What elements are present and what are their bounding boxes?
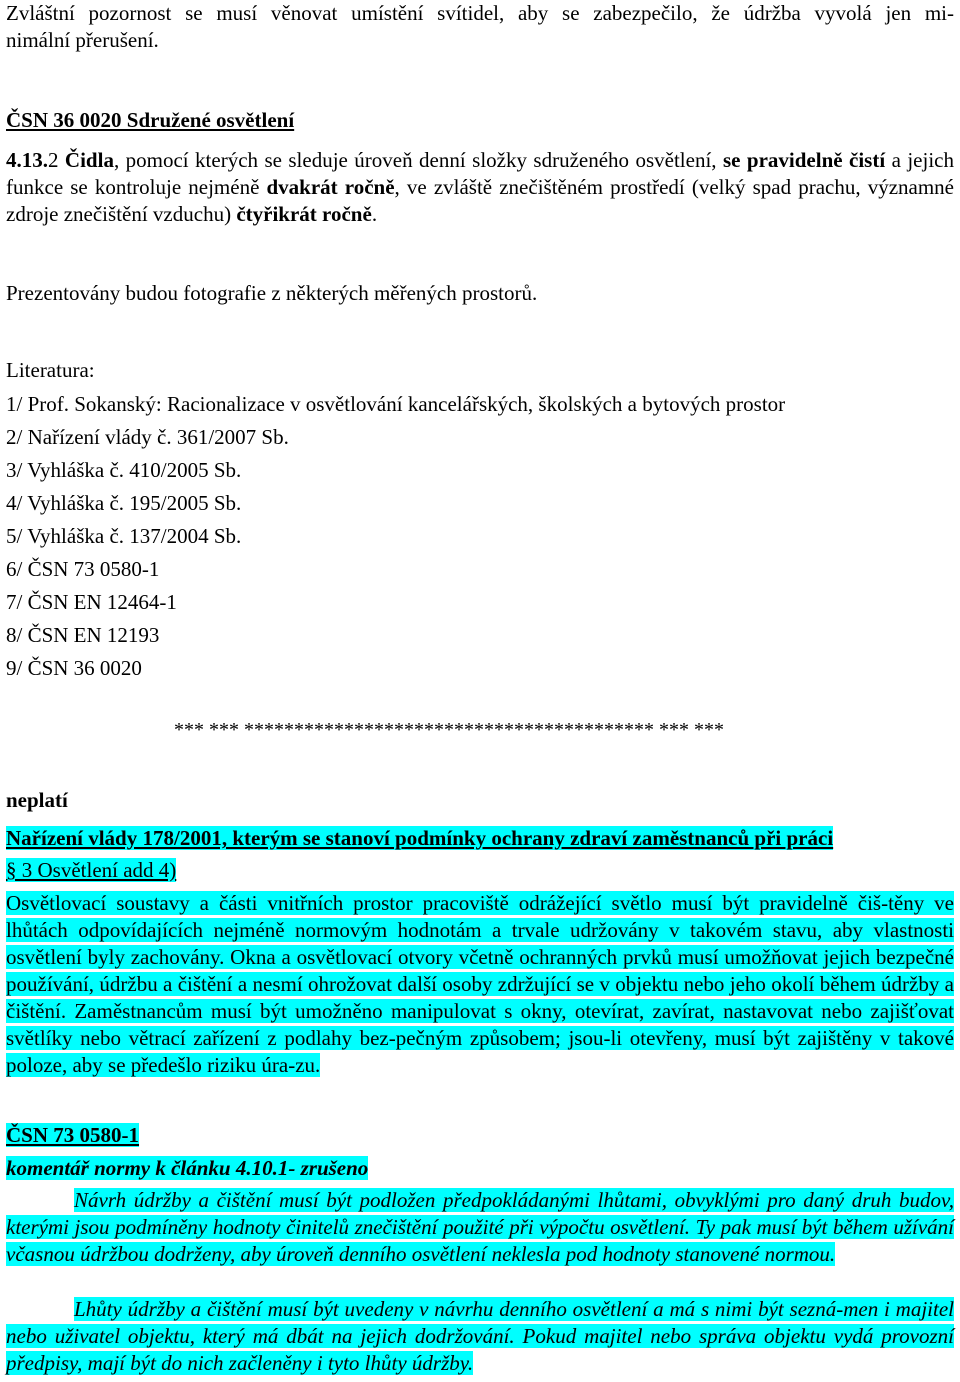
clause-emph-twice: dvakrát ročně xyxy=(266,175,395,199)
section-3-heading xyxy=(6,857,176,884)
literature-list xyxy=(6,388,954,685)
comment-paragraph-2-text: Lhůty údržby a čištění musí být uvedeny v návrhu denního osvětlení a má s nimi být sezná-men i majitel nebo uživatel objektu, který má dbát na jejich dodržování. Pokud majitel nebo správa objektu vydá provozní předpisy, mají být do nich začleněny i tyto lhůty údržby. xyxy=(6,1297,954,1375)
literature-section xyxy=(6,356,954,685)
literature-item: 9/ ČSN 36 0020 xyxy=(6,656,142,680)
literature-item: 6/ ČSN 73 0580-1 xyxy=(6,557,160,581)
literature-item: 7/ ČSN EN 12464-1 xyxy=(6,590,177,614)
clause-emph-cleaning: se pravidelně čistí xyxy=(722,148,886,172)
clause-text-2: a jejich funkce se kontroluje nejméně xyxy=(6,148,954,199)
csn-73-0580-heading-text: ČSN 73 0580-1 xyxy=(6,1123,140,1147)
clause-text-3: , ve zvláště znečištěném prostředí (velký spad prachu, významné zdroje znečištění vzduchu) xyxy=(6,175,954,226)
clause-number-a: 4.13. xyxy=(6,148,48,172)
clause-text-1: , pomocí kterých se sleduje úroveň denní složky sdruženého osvětlení, xyxy=(113,148,723,172)
clause-term-cidla: Čidla xyxy=(58,148,114,172)
clause-4-13-2 xyxy=(6,147,954,228)
neplati-label: neplatí xyxy=(6,788,68,812)
intro-line-1: Zvláštní pozornost se musí věnovat umístění svítidel, aby se zabezpečilo, že údržba vyvolá jen mi- xyxy=(6,1,954,25)
literature-heading: Literatura: xyxy=(6,358,95,382)
nv-body-text: Osvětlovací soustavy a části vnitřních prostor pracoviště odrážející světlo musí být pravidelně čiš-těny ve lhůtách odpovídajících nejméně normovým hodnotám a trvale udržovány v takovém stavu, aby vlastnosti osvětlení byly zachovány. Okna a osvětlovací otvory včetně ochranných prvků musí umožňovat jejich bezpečné používání, údržbu a čištění a nesmí ohrožovat další osoby zdržující se v objektu nebo jeho okolí během údržby a čištění. Zaměstnancům musí být umožněno manipulovat s okny, otevírat, zavírat, nastavovat nebo zajišťovat světlíky nebo větrací zařízení z podlahy bez-pečným způsobem; jsou-li otevřeny, musí být zajištěny v takové poloze, aby se předešlo riziku úra-zu. xyxy=(6,891,954,1077)
section-3-text: § 3 Osvětlení add 4) xyxy=(6,858,177,882)
clause-text-4: . xyxy=(371,202,378,226)
literature-item: 2/ Nařízení vlády č. 361/2007 Sb. xyxy=(6,425,289,449)
csn-36-0020-heading: ČSN 36 0020 Sdružené osvětlení xyxy=(6,108,295,132)
literature-item: 4/ Vyhláška č. 195/2005 Sb. xyxy=(6,491,242,515)
literature-item: 8/ ČSN EN 12193 xyxy=(6,623,160,647)
comment-paragraph-1 xyxy=(6,1187,954,1268)
literature-item: 1/ Prof. Sokanský: Racionalizace v osvětlování kancelářských, školských a bytových prostor xyxy=(6,392,786,416)
intro-line-2: nimální přerušení. xyxy=(6,28,159,52)
star-separator: *** *** ***************************************** *** *** xyxy=(174,719,724,741)
intro-paragraph xyxy=(6,0,954,54)
comment-heading-text: komentář normy k článku 4.10.1- zrušeno xyxy=(6,1156,369,1180)
comment-paragraph-2 xyxy=(6,1296,954,1377)
nv-title-text: Nařízení vlády 178/2001, kterým se stanoví podmínky ochrany zdraví zaměstnanců při práci xyxy=(6,826,834,850)
literature-item: 3/ Vyhláška č. 410/2005 Sb. xyxy=(6,458,242,482)
nv-body-paragraph xyxy=(6,890,954,1079)
literature-item: 5/ Vyhláška č. 137/2004 Sb. xyxy=(6,524,242,548)
comment-heading xyxy=(6,1155,368,1182)
clause-emph-four-times: čtyřikrát ročně xyxy=(236,202,372,226)
nv-178-2001-title xyxy=(6,825,833,852)
photos-note: Prezentovány budou fotografie z některých měřených prostorů. xyxy=(6,281,538,305)
csn-73-0580-heading xyxy=(6,1122,139,1149)
comment-paragraph-1-text: Návrh údržby a čištění musí být podložen předpokládanými lhůtami, obvyklými pro daný druh budov, kterými jsou podmíněny hodnoty činitelů znečištění použité při výpočtu osvětlení. Ty pak musí být během užívání včasnou údržbou dodrženy, aby úroveň denního osvětlení neklesla pod hodnoty stanovené normou. xyxy=(6,1188,954,1266)
clause-number-b: 2 xyxy=(48,148,59,172)
